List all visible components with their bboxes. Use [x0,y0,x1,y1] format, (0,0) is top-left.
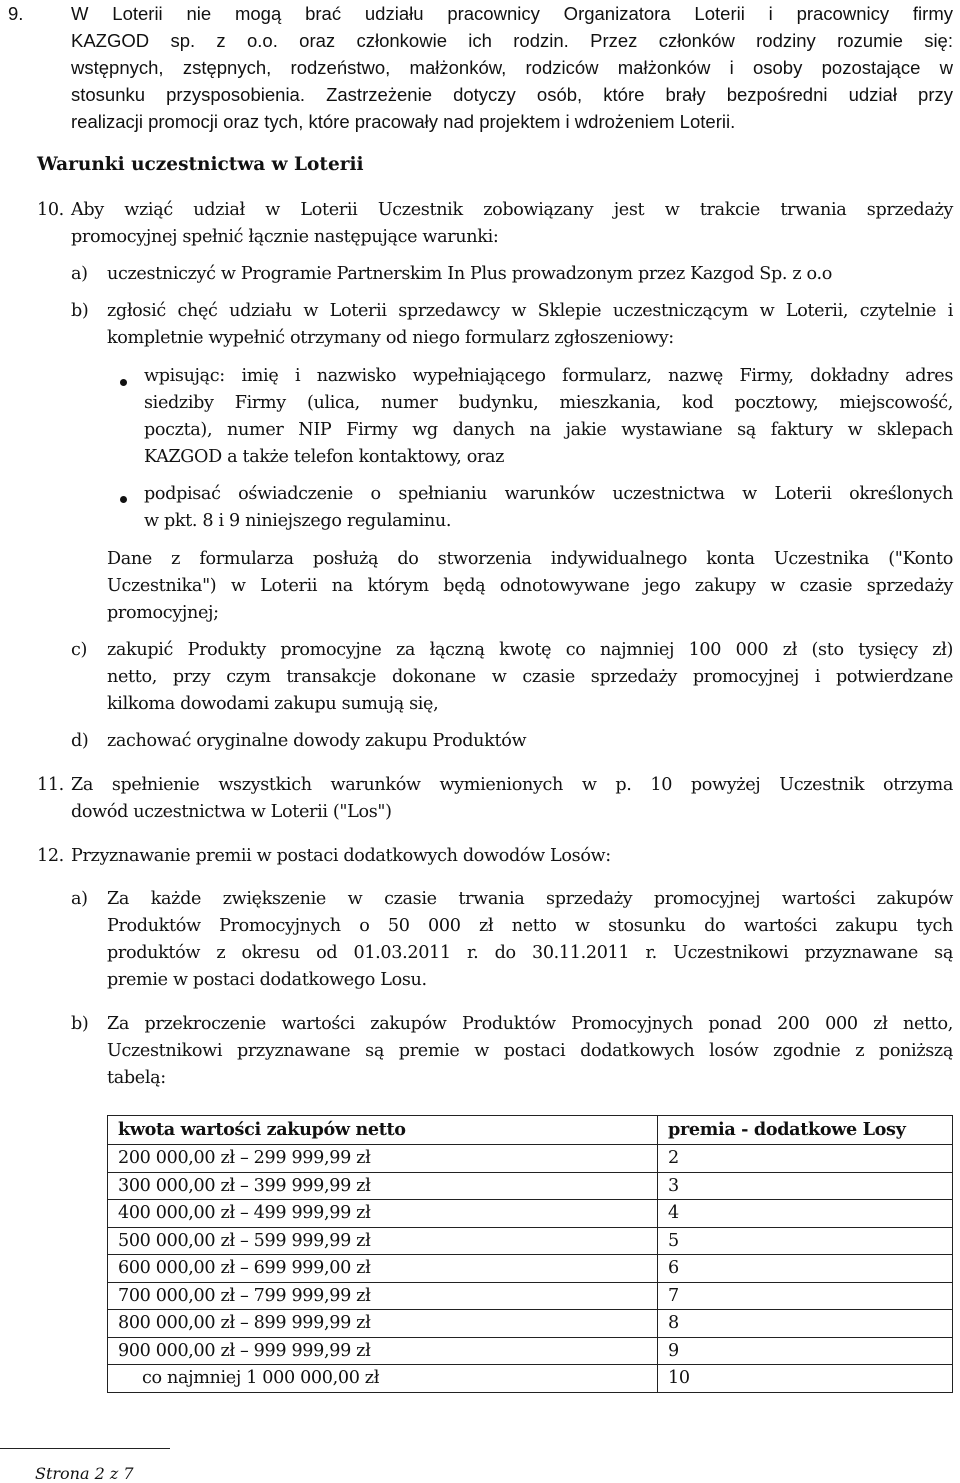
table-cell: 5 [658,1227,953,1255]
table-row [108,1172,953,1200]
table-cell: 6 [658,1255,953,1283]
page-number: Strona 2 z 7 [35,1464,134,1483]
text-line: w pkt. 8 i 9 niniejszego regulaminu. [144,511,452,531]
bullet-icon [120,379,127,386]
table-row [108,1145,953,1173]
table-row [108,1255,953,1283]
paragraph-number: 11. [37,775,64,795]
text-line: zachować oryginalne dowody zakupu Produktów [107,731,527,751]
text-line: podpisać oświadczenie o spełnianiu warunków uczestnictwa w Loterii określonych [144,484,953,504]
text-line: Za przekroczenie wartości zakupów Produktów Promocyjnych ponad 200 000 zł netto, [107,1014,953,1034]
table-cell: 400 000,00 zł – 499 999,99 zł [108,1200,658,1228]
text-line: Produktów Promocyjnych o 50 000 zł netto w stosunku do wartości zakupu tych [107,916,953,936]
table-row [108,1365,953,1393]
text-line: KAZGOD sp. z o.o. oraz członkowie ich rodzin. Przez członków rodziny rozumie się: [71,30,953,51]
text-line: dowód uczestnictwa w Loterii ("Los") [71,802,392,822]
text-line: tabelą: [107,1068,166,1088]
item-label: b) [71,1014,89,1034]
text-line: Przyznawanie premii w postaci dodatkowych dowodów Losów: [71,846,611,866]
text-line: poczta), numer NIP Firmy wg danych na jakie wystawiane są faktury w sklepach [144,420,953,440]
paragraph-number: 12. [37,846,64,866]
text-line: promocyjnej spełnić łącznie następujące warunki: [71,227,499,247]
table-header-cell: premia - dodatkowe Losy [658,1116,953,1145]
text-line: Aby wziąć udział w Loterii Uczestnik zobowiązany jest w trakcie trwania sprzedaży [71,200,953,220]
footer-divider [0,1448,170,1449]
table-row [108,1227,953,1255]
premium-table [107,1115,953,1393]
table-cell: 2 [658,1145,953,1173]
text-line: zakupić Produkty promocyjne za łączną kwotę co najmniej 100 000 zł (sto tysięcy zł) [107,640,953,660]
text-line: Za każde zwiększenie w czasie trwania sprzedaży promocyjnej wartości zakupów [107,889,953,909]
table-cell: 7 [658,1282,953,1310]
table-cell: 4 [658,1200,953,1228]
section-heading: Warunki uczestnictwa w Loterii [37,154,364,175]
bullet-icon [120,496,127,503]
table-row [108,1337,953,1365]
text-line: Uczestnikowi przyznawane są premie w postaci dodatkowych losów zgodnie z poniższą [107,1041,953,1061]
table-row [108,1200,953,1228]
text-line: Dane z formularza posłużą do stworzenia indywidualnego konta Uczestnika ("Konto [107,549,953,569]
text-line: realizacji promocji oraz tych, które pracowały nad projektem i wdrożeniem Loterii. [71,111,736,132]
text-line: uczestniczyć w Programie Partnerskim In Plus prowadzonym przez Kazgod Sp. z o.o [107,264,832,284]
item-label: a) [71,889,88,909]
item-label: d) [71,731,89,751]
table-cell: 3 [658,1172,953,1200]
table-cell: 300 000,00 zł – 399 999,99 zł [108,1172,658,1200]
table-cell: 200 000,00 zł – 299 999,99 zł [108,1145,658,1173]
table-cell: 800 000,00 zł – 899 999,99 zł [108,1310,658,1338]
table-header-cell: kwota wartości zakupów netto [108,1116,658,1145]
text-line: premie w postaci dodatkowego Losu. [107,970,427,990]
text-line: zgłosić chęć udziału w Loterii sprzedawcy w Sklepie uczestniczącym w Loterii, czytelnie i [107,301,953,321]
table-cell: 10 [658,1365,953,1393]
paragraph-number: 10. [37,200,64,220]
table-cell: 8 [658,1310,953,1338]
table-cell: 700 000,00 zł – 799 999,99 zł [108,1282,658,1310]
table-header-row [108,1116,953,1145]
text-line: wpisując: imię i nazwisko wypełniającego formularz, nazwę Firmy, dokładny adres [144,366,953,386]
text-line: promocyjnej; [107,603,219,623]
table-cell: co najmniej 1 000 000,00 zł [108,1365,658,1393]
item-label: c) [71,640,88,660]
text-line: kilkoma dowodami zakupu sumują się, [107,694,439,714]
text-line: Uczestnika") w Loterii na którym będą odnotowywane jego zakupy w czasie sprzedaży [107,576,953,596]
item-label: a) [71,264,88,284]
text-line: stosunku przysposobienia. Zastrzeżenie dotyczy osób, które brały bezpośredni udział przy [71,84,953,105]
text-line: kompletnie wypełnić otrzymany od niego formularz zgłoszeniowy: [107,328,674,348]
text-line: wstępnych, zstępnych, rodzeństwo, małżonków, rodziców małżonków i osoby pozostające w [71,57,953,78]
text-line: Za spełnienie wszystkich warunków wymienionych w p. 10 powyżej Uczestnik otrzyma [71,775,953,795]
text-line: KAZGOD a także telefon kontaktowy, oraz [144,447,505,467]
table-row [108,1310,953,1338]
text-line: siedziby Firmy (ulica, numer budynku, mieszkania, kod pocztowy, miejscowość, [144,393,953,413]
text-line: produktów z okresu od 01.03.2011 r. do 30.11.2011 r. Uczestnikowi przyznawane są [107,943,953,963]
item-label: b) [71,301,89,321]
table-cell: 600 000,00 zł – 699 999,00 zł [108,1255,658,1283]
paragraph-number: 9. [8,3,24,24]
table-cell: 9 [658,1337,953,1365]
text-line: netto, przy czym transakcje dokonane w czasie sprzedaży promocyjnej i potwierdzane [107,667,953,687]
table-cell: 500 000,00 zł – 599 999,99 zł [108,1227,658,1255]
table-cell: 900 000,00 zł – 999 999,99 zł [108,1337,658,1365]
table-row [108,1282,953,1310]
text-line: W Loterii nie mogą brać udziału pracownicy Organizatora Loterii i pracownicy firmy [71,3,953,24]
